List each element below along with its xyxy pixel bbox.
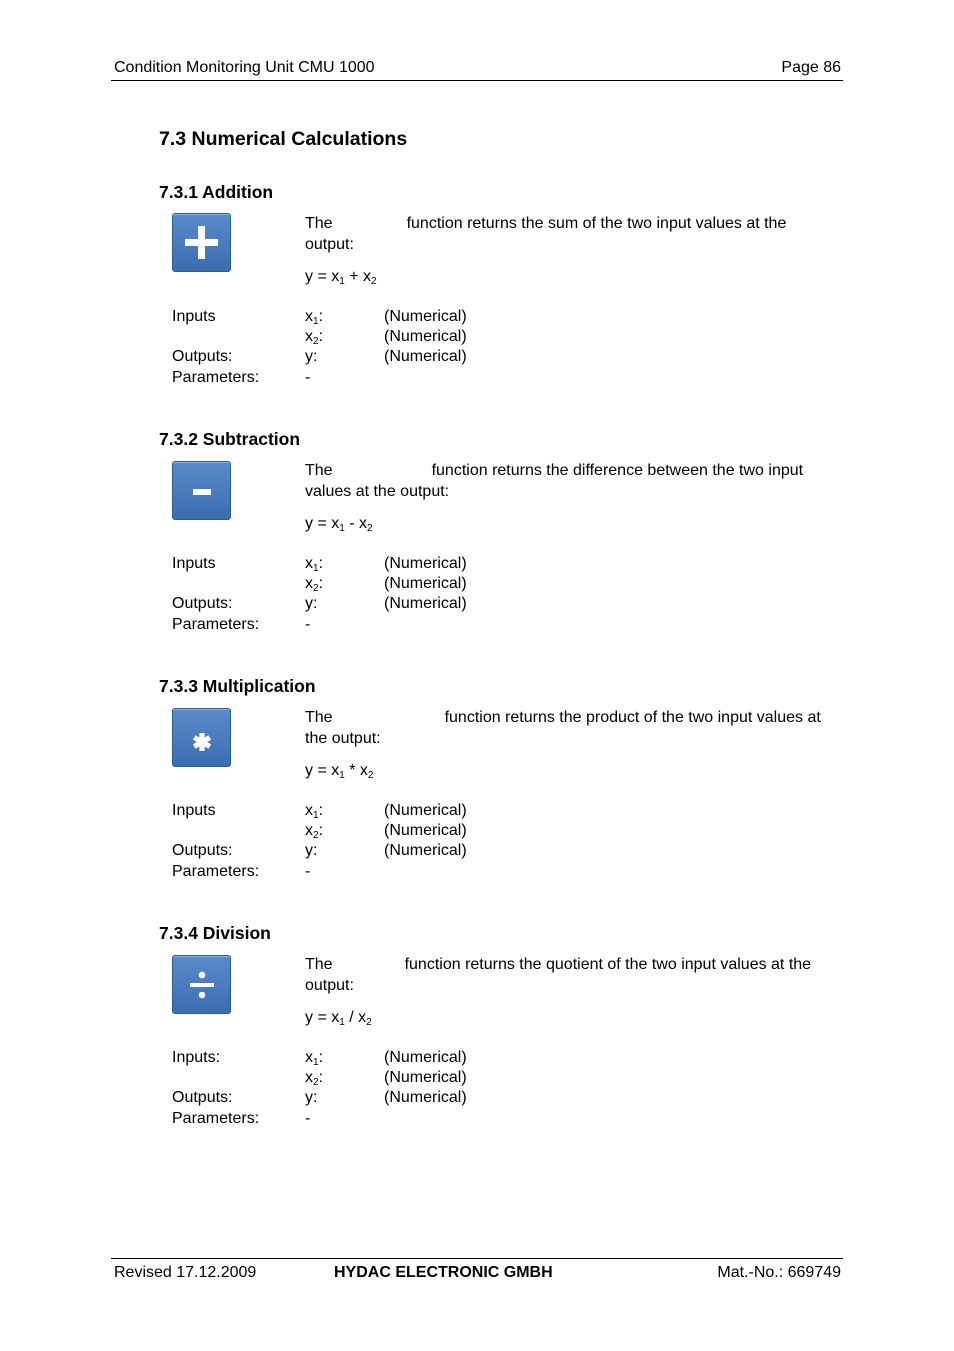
multiplication-io-table <box>0 802 954 883</box>
addition-description: The function returns the sum of the two input values at the output: <box>305 215 787 253</box>
division-io-table <box>0 1049 954 1130</box>
subtraction-formula: $y = x_1 - x_2$ <box>305 515 373 534</box>
document-title: Condition Monitoring Unit CMU 1000 <box>114 59 375 76</box>
io-row-x1: Inputs $x_1$: (Numerical) <box>172 308 467 327</box>
io-row-x2: $x_2$: (Numerical) <box>305 328 467 348</box>
material-number: Mat.-No.: 669749 <box>717 1264 841 1281</box>
io-row-parameters: Parameters: - <box>172 615 311 633</box>
io-row-parameters: Parameters: - <box>172 368 311 386</box>
multiplication-formula: $y = x_1 * x_2$ <box>305 762 374 781</box>
subsection-title-subtraction: 7.3.2 Subtraction <box>159 429 301 449</box>
subtraction-io-table <box>0 555 954 636</box>
minus-icon <box>172 461 231 520</box>
io-row-x2: $x_2$: (Numerical) <box>305 1069 467 1089</box>
divide-icon <box>172 955 231 1014</box>
subtraction-description: The function returns the difference between the two input values at the output: <box>305 462 804 500</box>
io-row-x2: $x_2$: (Numerical) <box>305 822 467 842</box>
subsection-title-addition: 7.3.1 Addition <box>159 182 274 202</box>
multiplication-description: The function returns the product of the two input values at the output: <box>305 709 821 747</box>
io-row-y: Outputs: y: (Numerical) <box>172 595 467 613</box>
io-row-y: Outputs: y: (Numerical) <box>172 842 467 860</box>
io-row-x1: Inputs: $x_1$: (Numerical) <box>172 1049 467 1068</box>
io-row-y: Outputs: y: (Numerical) <box>172 348 467 366</box>
revision-date: Revised 17.12.2009 <box>114 1264 257 1281</box>
io-row-parameters: Parameters: - <box>172 1109 311 1127</box>
asterisk-icon <box>172 708 231 767</box>
io-row-y: Outputs: y: (Numerical) <box>172 1089 467 1107</box>
subsection-title-multiplication: 7.3.3 Multiplication <box>159 676 316 696</box>
io-row-x1: Inputs $x_1$: (Numerical) <box>172 555 467 574</box>
section-title: 7.3 Numerical Calculations <box>159 128 408 150</box>
addition-formula: $y = x_1 + x_2$ <box>305 268 377 287</box>
plus-icon <box>172 213 231 272</box>
page-number: Page 86 <box>781 59 841 76</box>
io-row-x1: Inputs $x_1$: (Numerical) <box>172 802 467 821</box>
io-row-x2: $x_2$: (Numerical) <box>305 575 467 595</box>
page-footer <box>111 1258 843 1289</box>
addition-io-table <box>0 308 954 389</box>
subsection-title-division: 7.3.4 Division <box>159 923 271 943</box>
division-formula: $y = x_1 / x_2$ <box>305 1009 372 1028</box>
company-name: HYDAC ELECTRONIC GMBH <box>334 1264 553 1281</box>
division-description: The function returns the quotient of the two input values at the output: <box>305 956 812 994</box>
page-header <box>111 58 843 81</box>
io-row-parameters: Parameters: - <box>172 862 311 880</box>
